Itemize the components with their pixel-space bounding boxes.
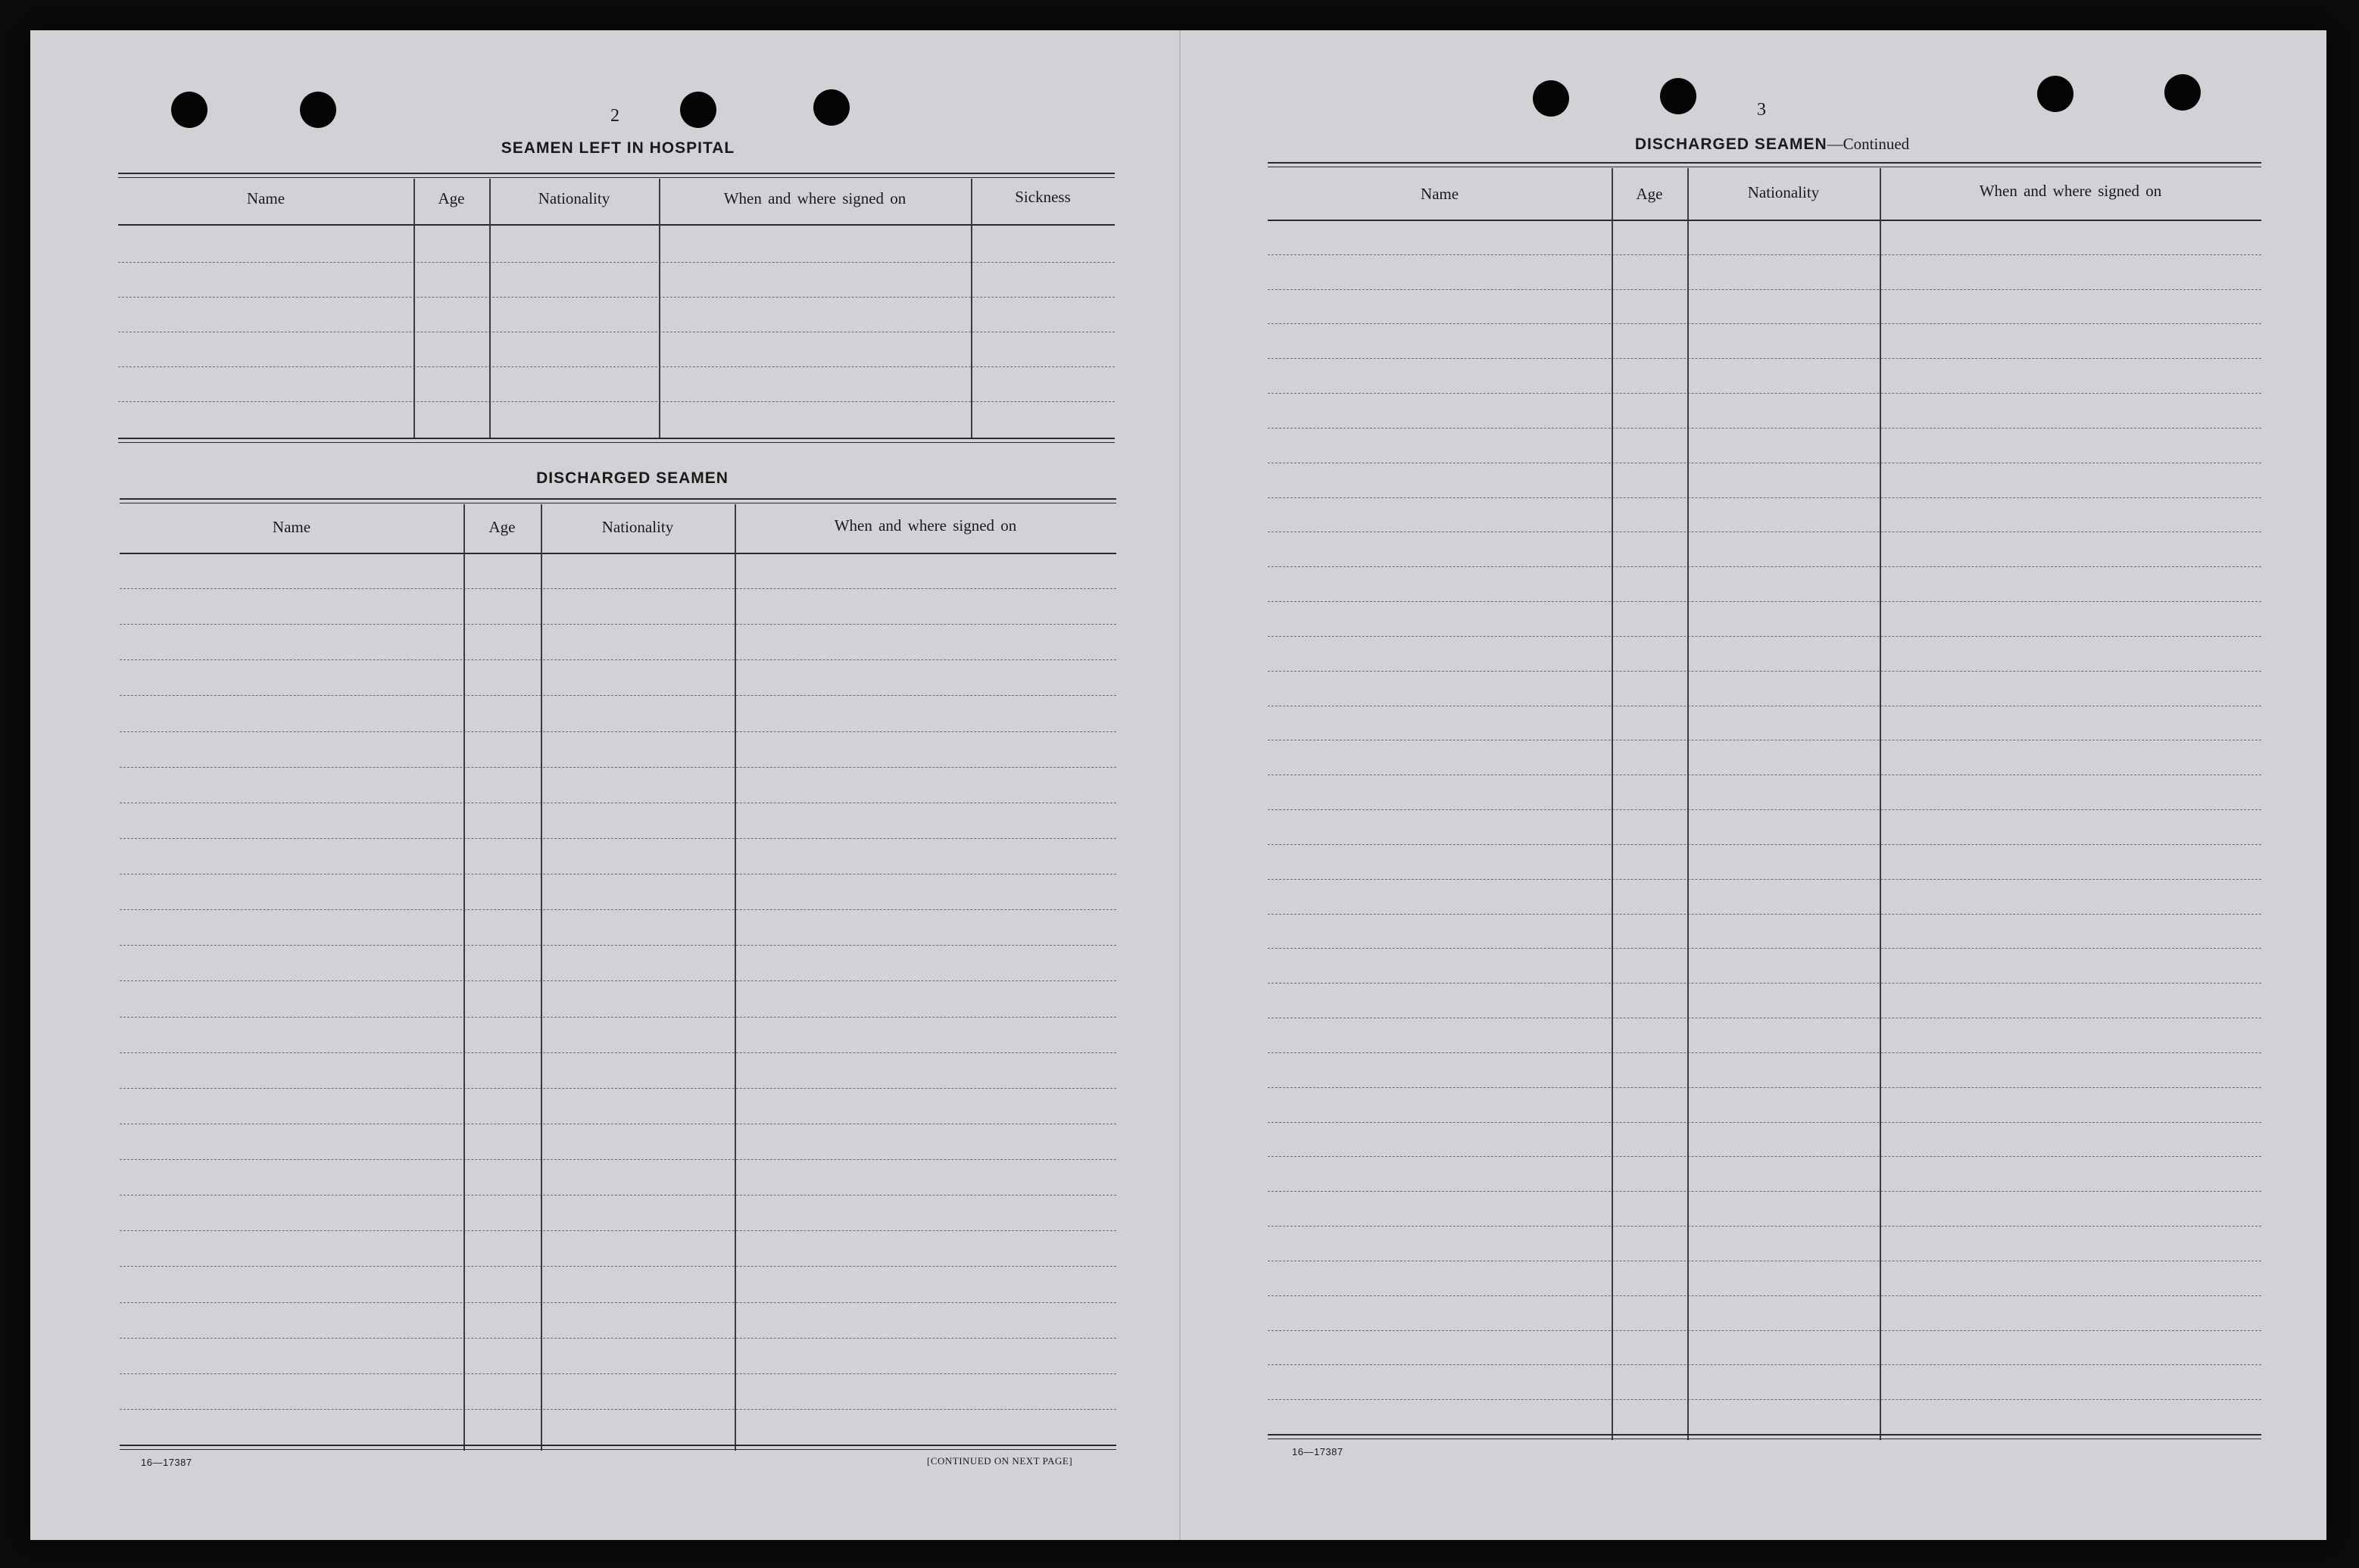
column-header-nationality: Nationality — [601, 518, 674, 536]
table-row — [1268, 983, 2261, 984]
table-row — [120, 1266, 1116, 1267]
column-header-age: Age — [1636, 185, 1663, 203]
table-row — [118, 366, 1115, 367]
discharged-continued-title-text: DISCHARGED SEAMEN — [1634, 136, 1827, 153]
column-header-sickness: Sickness — [1015, 188, 1071, 206]
table-row — [120, 1159, 1116, 1160]
table-row — [1268, 1295, 2261, 1296]
table-row — [118, 401, 1115, 402]
table-row — [1268, 671, 2261, 672]
table-row — [1268, 914, 2261, 915]
continued-note: [CONTINUED ON NEXT PAGE] — [927, 1455, 1073, 1467]
table-row — [1268, 428, 2261, 429]
table-row — [120, 1338, 1116, 1339]
form-number-right: 16—17387 — [1292, 1446, 1343, 1457]
table-row — [120, 1409, 1116, 1410]
table-row — [118, 297, 1115, 298]
column-header-signed-on: When and where signed on — [723, 189, 906, 207]
hospital-section-title — [424, 139, 812, 157]
table-row — [1268, 497, 2261, 498]
discharged-table-right — [1268, 162, 2261, 1442]
continued-suffix: —Continued — [1827, 135, 1910, 153]
column-header-nationality: Nationality — [538, 189, 610, 207]
table-row — [120, 1017, 1116, 1018]
discharged-continued-title — [1552, 135, 1992, 154]
column-header-name: Name — [1420, 185, 1459, 203]
punch-hole — [680, 92, 716, 128]
table-row — [120, 731, 1116, 732]
column-header-age: Age — [438, 189, 465, 207]
column-header-age: Age — [488, 518, 516, 536]
column-header-nationality: Nationality — [1747, 183, 1820, 201]
table-row — [120, 1302, 1116, 1303]
punch-hole — [813, 89, 850, 126]
table-row — [120, 945, 1116, 946]
hospital-table — [118, 173, 1115, 447]
table-row — [1268, 1052, 2261, 1053]
page-number-right: 3 — [1757, 100, 1766, 120]
table-row — [120, 838, 1116, 839]
table-row — [120, 659, 1116, 660]
page-number-left: 2 — [610, 106, 619, 126]
punch-hole — [300, 92, 336, 128]
table-row — [1268, 1156, 2261, 1157]
discharged-title-text: DISCHARGED SEAMEN — [536, 469, 729, 487]
table-row — [120, 588, 1116, 589]
table-row — [1268, 358, 2261, 359]
discharged-section-title — [439, 469, 825, 488]
punch-hole — [2164, 74, 2201, 111]
table-row — [120, 1088, 1116, 1089]
table-row — [1268, 1330, 2261, 1331]
table-row — [1268, 948, 2261, 949]
table-row — [1268, 1399, 2261, 1400]
table-row — [1268, 809, 2261, 810]
page-fold — [1179, 30, 1181, 1540]
table-row — [1268, 879, 2261, 880]
table-row — [1268, 636, 2261, 637]
discharged-table-left — [120, 498, 1116, 1452]
table-row — [120, 980, 1116, 981]
table-row — [1268, 1122, 2261, 1123]
table-row — [120, 624, 1116, 625]
punch-hole — [171, 92, 208, 128]
table-row — [1268, 393, 2261, 394]
table-row — [1268, 601, 2261, 602]
table-row — [120, 767, 1116, 768]
table-row — [1268, 254, 2261, 255]
table-row — [1268, 1087, 2261, 1088]
column-header-name: Name — [246, 189, 286, 207]
column-header-signed-on: When and where signed on — [1979, 182, 2162, 200]
table-row — [120, 1052, 1116, 1053]
table-row — [118, 262, 1115, 263]
table-row — [1268, 1226, 2261, 1227]
table-row — [1268, 566, 2261, 567]
punch-hole — [2037, 76, 2073, 112]
table-row — [120, 1230, 1116, 1231]
table-row — [1268, 323, 2261, 324]
table-row — [120, 909, 1116, 910]
punch-hole — [1660, 78, 1696, 114]
column-header-name: Name — [272, 518, 311, 536]
table-row — [1268, 1191, 2261, 1192]
table-row — [1268, 289, 2261, 290]
form-number-left: 16—17387 — [141, 1457, 192, 1468]
column-header-signed-on: When and where signed on — [834, 516, 1017, 535]
table-row — [1268, 1364, 2261, 1365]
table-row — [120, 1373, 1116, 1374]
table-row — [1268, 844, 2261, 845]
punch-hole — [1533, 80, 1569, 117]
table-row — [120, 695, 1116, 696]
table-row — [1268, 531, 2261, 532]
hospital-title-text: SEAMEN LEFT IN HOSPITAL — [501, 139, 735, 157]
